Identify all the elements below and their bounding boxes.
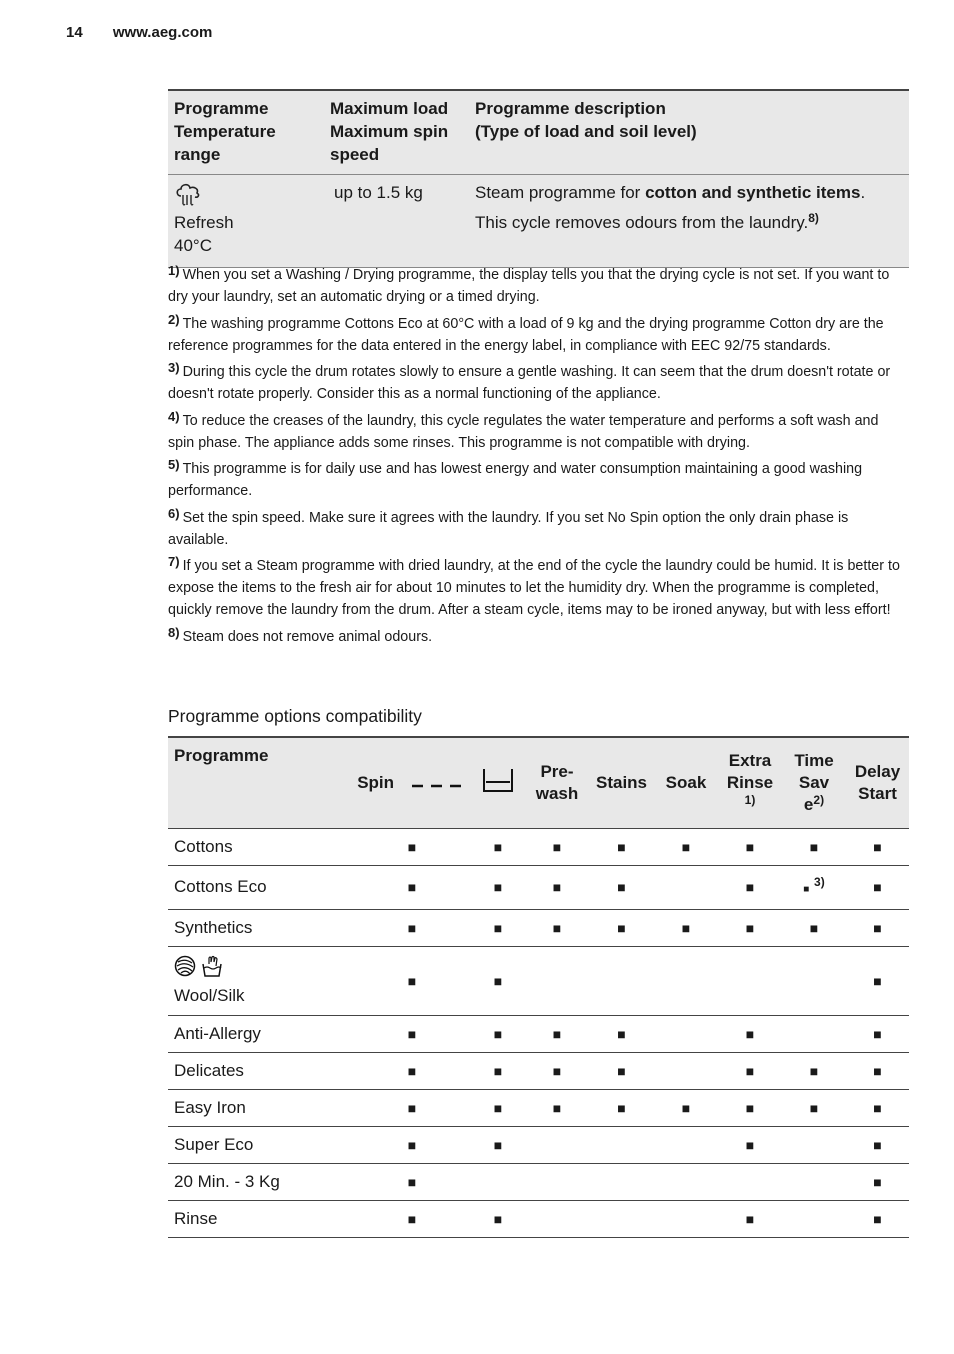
cell-soak xyxy=(654,1126,718,1163)
compatible-mark: ■ xyxy=(407,1099,417,1116)
compatible-mark: ■ xyxy=(873,1173,882,1190)
cell-spin xyxy=(353,946,471,1015)
cell-prewash xyxy=(525,828,589,865)
cell-soak xyxy=(654,1200,718,1237)
programme-table xyxy=(168,89,909,268)
cell-drain xyxy=(471,1126,525,1163)
compatible-mark: ■ xyxy=(681,1099,691,1116)
compatible-mark: ■ xyxy=(681,838,691,855)
cell-extra-rinse xyxy=(718,1126,782,1163)
cell-drain xyxy=(471,828,525,865)
compatible-mark: ■ xyxy=(745,1136,755,1153)
compatible-mark: ■ xyxy=(407,879,417,895)
compatible-mark: ■ xyxy=(873,1210,882,1227)
cell-stains xyxy=(589,828,654,865)
compatible-mark: ■ xyxy=(552,1025,562,1042)
compatible-mark: ■ xyxy=(617,1099,626,1116)
compatible-mark: ■ xyxy=(745,1062,755,1079)
table-row xyxy=(168,946,909,1015)
cell-prewash xyxy=(525,1015,589,1052)
header-programme: Programme xyxy=(168,737,353,828)
cell-spin xyxy=(353,1200,471,1237)
programme-temp: 40°C xyxy=(174,236,212,255)
header-extra-rinse: Extra Rinse $^{1)}$ xyxy=(718,737,782,828)
row-programme: Super Eco xyxy=(168,1126,353,1163)
footnote: 7) If you set a Steam programme with dried laundry, at the end of the cycle the laundry could be humid. It is better to expose the items to the fresh air for about 10 minutes to let the humidity dry. When the programme is completed, quickly remove the laundry from the drum. After a steam cycle, items may to be ironed anyway, but with less effort! xyxy=(168,554,900,618)
cell-prewash xyxy=(525,1200,589,1237)
page-header xyxy=(66,24,212,41)
compatible-mark: ■ xyxy=(745,1099,755,1116)
compatible-mark: ■ xyxy=(407,919,417,936)
footnote: 1) When you set a Washing / Drying programme, the display tells you that the drying cycle is not set. If you want to dry your laundry, set an automatic drying or a timed drying. xyxy=(168,263,890,305)
programme-table-header xyxy=(168,90,909,175)
row-programme: Rinse xyxy=(168,1200,353,1237)
cell-soak xyxy=(654,1163,718,1200)
compatible-mark: ■ xyxy=(407,1136,417,1153)
compatible-mark: ■ xyxy=(552,879,562,895)
cell-spin xyxy=(353,1015,471,1052)
row-programme: Anti-Allergy xyxy=(168,1015,353,1052)
cell-delay-start xyxy=(846,1200,909,1237)
programme-cell xyxy=(168,175,324,268)
footnote: 3) During this cycle the drum rotates slowly to ensure a gentle washing. It can seem that the drum doesn't rotate or doesn't rotate properly. Consider this as a normal functioning of the appliance. xyxy=(168,360,891,402)
compatible-mark: ■ xyxy=(873,1025,882,1042)
compatible-mark: ■ xyxy=(681,919,691,936)
cell-time-save xyxy=(782,1200,846,1237)
row-programme: 20 Min. - 3 Kg xyxy=(168,1163,353,1200)
cell-time-save xyxy=(782,1052,846,1089)
row-programme: Cottons xyxy=(168,828,353,865)
header-description: Programme description (Type of load and soil level) xyxy=(469,90,909,175)
footnote: 6) Set the spin speed. Make sure it agrees with the laundry. If you set No Spin option the only drain phase is available. xyxy=(168,505,849,548)
table-row xyxy=(168,828,909,865)
compatible-mark: ■ xyxy=(809,919,819,936)
description-cell: Steam programme for cotton and synthetic items. This cycle removes odours from the laundry.$^{8)}$ xyxy=(469,175,909,268)
compatible-mark: ■ xyxy=(745,1210,755,1227)
cell-stains xyxy=(589,1200,654,1237)
compatible-mark: ■ xyxy=(493,919,503,936)
compatible-mark: ■ xyxy=(745,1025,755,1042)
cell-spin xyxy=(353,1163,471,1200)
cell-stains xyxy=(589,1163,654,1200)
cell-delay-start xyxy=(846,1052,909,1089)
cell-delay-start xyxy=(846,909,909,946)
cell-prewash xyxy=(525,1163,589,1200)
cell-stains xyxy=(589,865,654,909)
footnote: 2) The washing programme Cottons Eco at 60°C with a load of 9 kg and the drying programme Cotton dry are the reference programmes for the data entered in the energy label, in compliance with EEC 92/75 standards. xyxy=(168,311,884,354)
footnote: 8) Steam does not remove animal odours. xyxy=(168,624,433,645)
compatible-mark: ■ xyxy=(873,972,882,989)
cell-time-save xyxy=(782,1015,846,1052)
row-programme: Cottons Eco xyxy=(168,865,353,909)
compatible-mark: ■ xyxy=(803,884,810,895)
cell-extra-rinse xyxy=(718,1015,782,1052)
cell-extra-rinse xyxy=(718,1163,782,1200)
cell-time-save xyxy=(782,909,846,946)
cell-prewash xyxy=(525,1052,589,1089)
compatible-mark: ■ xyxy=(873,879,882,895)
compatible-mark: ■ xyxy=(809,838,819,855)
compatible-mark: ■ xyxy=(493,972,503,989)
cell-drain xyxy=(471,946,525,1015)
cell-delay-start xyxy=(846,946,909,1015)
compatible-mark: ■ xyxy=(407,838,417,855)
cell-delay-start xyxy=(846,1126,909,1163)
footnote-ref: 8) xyxy=(808,211,819,225)
cell-extra-rinse xyxy=(718,909,782,946)
header-max-load: Maximum load Maximum spin speed xyxy=(324,90,469,175)
cell-drain xyxy=(471,1052,525,1089)
compatible-mark: ■ xyxy=(552,919,562,936)
cell-stains xyxy=(589,1089,654,1126)
cell-spin xyxy=(353,828,471,865)
site-url: www.aeg.com xyxy=(112,24,213,41)
page-number: 14 xyxy=(66,24,83,41)
compatible-mark: ■ xyxy=(873,1062,882,1079)
table-row xyxy=(168,1089,909,1126)
cell-delay-start xyxy=(846,1015,909,1052)
cell-delay-start xyxy=(846,1089,909,1126)
table-row xyxy=(168,1052,909,1089)
cell-soak xyxy=(654,1089,718,1126)
cell-time-save xyxy=(782,828,846,865)
cell-extra-rinse xyxy=(718,1052,782,1089)
cell-drain xyxy=(471,865,525,909)
compatible-mark: ■ xyxy=(617,1062,626,1079)
cell-stains xyxy=(589,1126,654,1163)
cell-soak xyxy=(654,946,718,1015)
cell-prewash xyxy=(525,1126,589,1163)
compatible-mark: ■ xyxy=(617,919,626,936)
compatible-mark: ■ xyxy=(407,972,417,989)
header-programme: Programme Temperature range xyxy=(168,90,324,175)
cell-time-save xyxy=(782,946,846,1015)
handwash-icon xyxy=(201,955,223,977)
row-programme: Easy Iron xyxy=(168,1089,353,1126)
cell-drain xyxy=(471,909,525,946)
cell-spin xyxy=(353,865,471,909)
compatible-mark: ■ xyxy=(493,1099,503,1116)
header-drain xyxy=(471,737,525,828)
cell-time-save xyxy=(782,1126,846,1163)
compatible-mark: ■ xyxy=(873,1099,882,1116)
compatible-mark: ■ xyxy=(552,1099,562,1116)
compatible-mark: ■ xyxy=(407,1173,417,1190)
cell-drain xyxy=(471,1015,525,1052)
load-cell: up to 1.5 kg xyxy=(324,175,469,268)
compatible-mark: ■ xyxy=(407,1210,417,1227)
table-row xyxy=(168,1200,909,1237)
table-row xyxy=(168,1126,909,1163)
compatible-mark: ■ xyxy=(552,1062,562,1079)
compatible-mark: ■ xyxy=(407,1062,417,1079)
compatible-mark: ■ xyxy=(493,1025,503,1042)
cell-prewash xyxy=(525,1089,589,1126)
cell-stains xyxy=(589,1052,654,1089)
compatible-mark: ■ xyxy=(407,1025,417,1042)
compatible-mark: ■ xyxy=(745,919,755,936)
wool-icon xyxy=(174,955,196,977)
footnote: 4) To reduce the creases of the laundry, this cycle regulates the water temperature and performs a soft wash and spin phase. The appliance adds some rinses. This programme is not compatible with drying. xyxy=(168,408,879,451)
drain-tub-icon xyxy=(483,768,513,792)
header-spin: Spin xyxy=(353,737,471,828)
steam-icon xyxy=(174,183,202,207)
programme-name: Refresh xyxy=(174,213,234,232)
cell-prewash xyxy=(525,865,589,909)
cell-extra-rinse xyxy=(718,865,782,909)
compatibility-header xyxy=(168,737,909,828)
cell-drain xyxy=(471,1163,525,1200)
compatible-mark: ■ xyxy=(809,1099,819,1116)
cell-soak xyxy=(654,1015,718,1052)
compatible-mark: ■ xyxy=(493,1062,503,1079)
compatible-mark: ■ xyxy=(873,838,882,855)
row-programme: Delicates xyxy=(168,1052,353,1089)
compatible-mark: ■ xyxy=(745,879,755,895)
row-programme: Synthetics xyxy=(168,909,353,946)
cell-soak xyxy=(654,909,718,946)
header-delay-start: Delay Start xyxy=(846,737,909,828)
compatible-mark: ■ xyxy=(873,1136,882,1153)
cell-delay-start xyxy=(846,865,909,909)
compatible-mark: ■ xyxy=(617,838,626,855)
section-title: Programme options compatibility xyxy=(168,706,422,726)
table-row xyxy=(168,865,909,909)
compatibility-table xyxy=(168,736,909,1238)
compatible-mark: ■ xyxy=(809,1062,819,1079)
footnotes xyxy=(168,264,906,652)
footnote-ref: 3) xyxy=(814,875,825,889)
cell-time-save xyxy=(782,865,846,909)
compatible-mark: ■ xyxy=(552,838,562,855)
row-programme: Wool/Silk xyxy=(168,946,353,1015)
cell-soak xyxy=(654,828,718,865)
cell-stains xyxy=(589,1015,654,1052)
cell-extra-rinse xyxy=(718,946,782,1015)
cell-stains xyxy=(589,909,654,946)
header-time-save: Time Sav $e^{2)}$ xyxy=(782,737,846,828)
cell-delay-start xyxy=(846,1163,909,1200)
header-stains: Stains xyxy=(589,737,654,828)
cell-extra-rinse xyxy=(718,828,782,865)
cell-spin xyxy=(353,1126,471,1163)
compatible-mark: ■ xyxy=(745,838,755,855)
table-row xyxy=(168,1163,909,1200)
cell-soak xyxy=(654,1052,718,1089)
compatible-mark: ■ xyxy=(493,1210,503,1227)
cell-time-save xyxy=(782,1163,846,1200)
compatible-mark: ■ xyxy=(617,879,626,895)
cell-time-save xyxy=(782,1089,846,1126)
cell-prewash xyxy=(525,909,589,946)
header-soak: Soak xyxy=(654,737,718,828)
compatible-mark: ■ xyxy=(873,919,882,936)
compatible-mark: ■ xyxy=(617,1025,626,1042)
cell-spin xyxy=(353,1052,471,1089)
compatible-mark: ■ xyxy=(493,1136,503,1153)
table-row xyxy=(168,909,909,946)
cell-extra-rinse xyxy=(718,1200,782,1237)
table-row xyxy=(168,175,909,268)
no-spin-drain-icon xyxy=(411,776,467,790)
footnote: 5) This programme is for daily use and has lowest energy and water consumption maintaining a good washing performance. xyxy=(168,457,863,499)
cell-spin xyxy=(353,909,471,946)
cell-drain xyxy=(471,1089,525,1126)
cell-stains xyxy=(589,946,654,1015)
cell-extra-rinse xyxy=(718,1089,782,1126)
compatible-mark: ■ xyxy=(493,838,503,855)
table-row xyxy=(168,1015,909,1052)
cell-prewash xyxy=(525,946,589,1015)
compatible-mark: ■ xyxy=(493,879,503,895)
cell-soak xyxy=(654,865,718,909)
header-prewash: Pre- wash xyxy=(525,737,589,828)
cell-spin xyxy=(353,1089,471,1126)
cell-drain xyxy=(471,1200,525,1237)
cell-delay-start xyxy=(846,828,909,865)
